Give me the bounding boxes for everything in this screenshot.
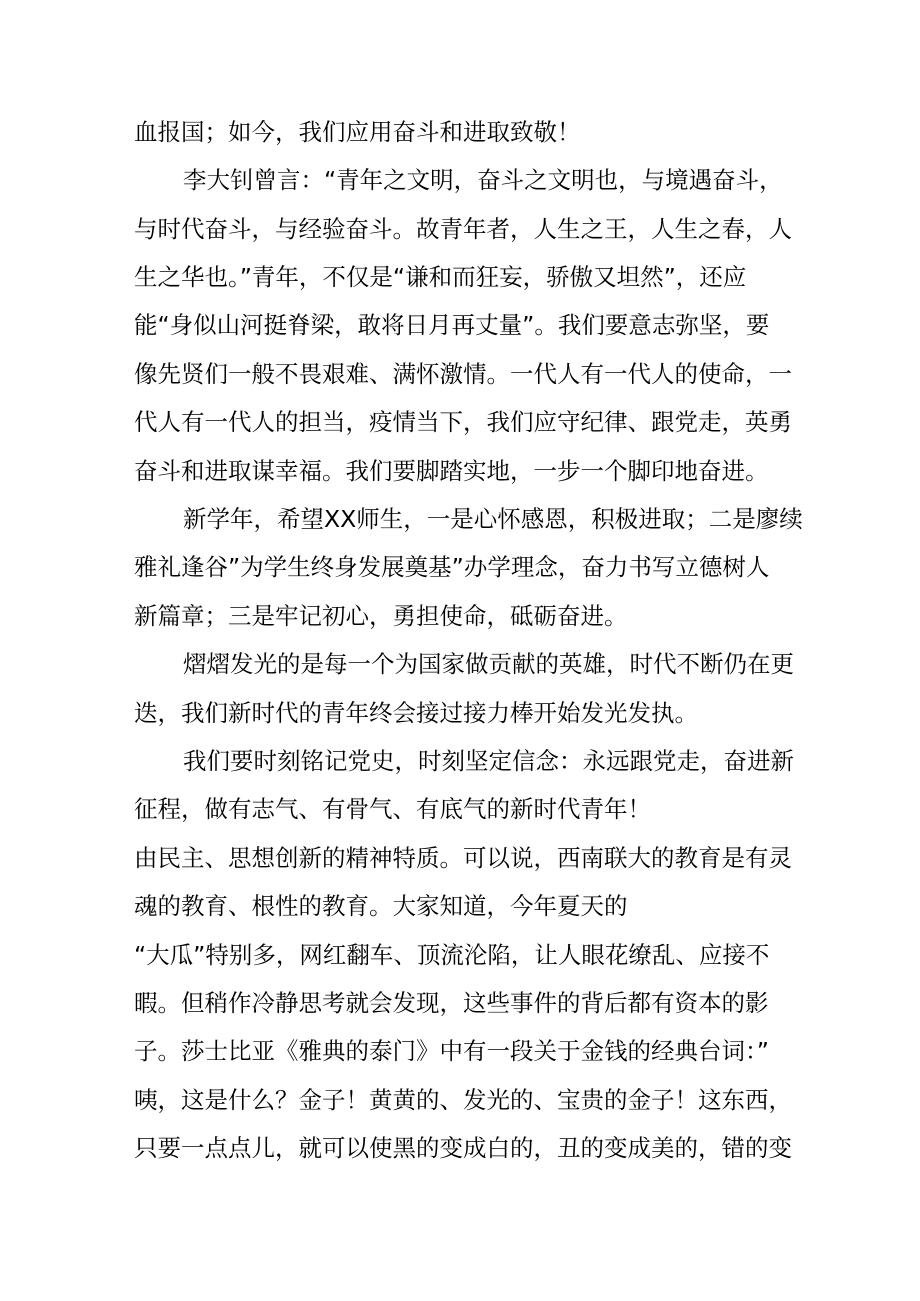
text-line: 代人有一代人的担当，疫情当下，我们应守纪律、跟党走，英勇 — [134, 408, 792, 436]
text-line: 像先贤们一般不畏艰难、满怀激情。一代人有一代人的使命，一 — [134, 360, 792, 388]
paragraph-first-line: 熠熠发光的是每一个为国家做贡献的英雄，时代不断仍在更 — [183, 650, 794, 678]
text-line: 与时代奋斗，与经验奋斗。故青年者，人生之王，人生之春，人 — [134, 215, 792, 243]
text-line: 暇。但稍作冷静思考就会发现，这些事件的背后都有资本的影 — [134, 989, 769, 1017]
text-line: “大瓜”特别多，网红翻车、顶流沦陷，让人眼花缭乱、应接不 — [134, 941, 770, 969]
text-line: 奋斗和进取谋幸福。我们要脚踏实地，一步一个脚印地奋进。 — [134, 457, 769, 485]
text-line: 生之华也。”青年，不仅是“谦和而狂妄，骄傲又坦然”，还应 — [134, 263, 747, 291]
text-line: 血报国；如今，我们应用奋斗和进取致敬！ — [134, 118, 581, 146]
text-line: 由民主、思想创新的精神特质。可以说，西南联大的教育是有灵 — [134, 844, 792, 872]
text-line: 迭，我们新时代的青年终会接过接力棒开始发光发执。 — [134, 699, 698, 727]
text-line: 雅礼逢谷”为学生终身发展奠基”办学理念，奋力书写立德树人 — [134, 553, 770, 581]
text-line: 子。莎士比亚《雅典的泰门》中有一段关于金钱的经典台词：” — [134, 1037, 769, 1065]
text-line: 魂的教育、根性的教育。大家知道，今年夏天的 — [134, 892, 628, 920]
paragraph-first-line: 我们要时刻铭记党史，时刻坚定信念：永远跟党走，奋进新 — [183, 747, 794, 775]
paragraph-first-line: 新学年，希望XX师生，一是心怀感恩，积极进取；二是廖续 — [183, 505, 803, 533]
text-line: 只要一点点儿，就可以使黑的变成白的，丑的变成美的，错的变 — [134, 1134, 792, 1162]
paragraph-first-line: 李大钊曾言：“青年之文明，奋斗之文明也，与境遇奋斗， — [183, 166, 783, 194]
text-line: 能“身似山河挺脊梁，敢将日月再丈量”。我们要意志弥坚，要 — [134, 311, 770, 339]
text-line: 新篇章；三是牢记初心，勇担使命，砥砺奋进。 — [134, 602, 628, 630]
text-line: 征程，做有志气、有骨气、有底气的新时代青年！ — [134, 795, 651, 823]
text-line: 咦，这是什么？金子！黄黄的、发光的、宝贵的金子！这东西， — [134, 1086, 792, 1114]
